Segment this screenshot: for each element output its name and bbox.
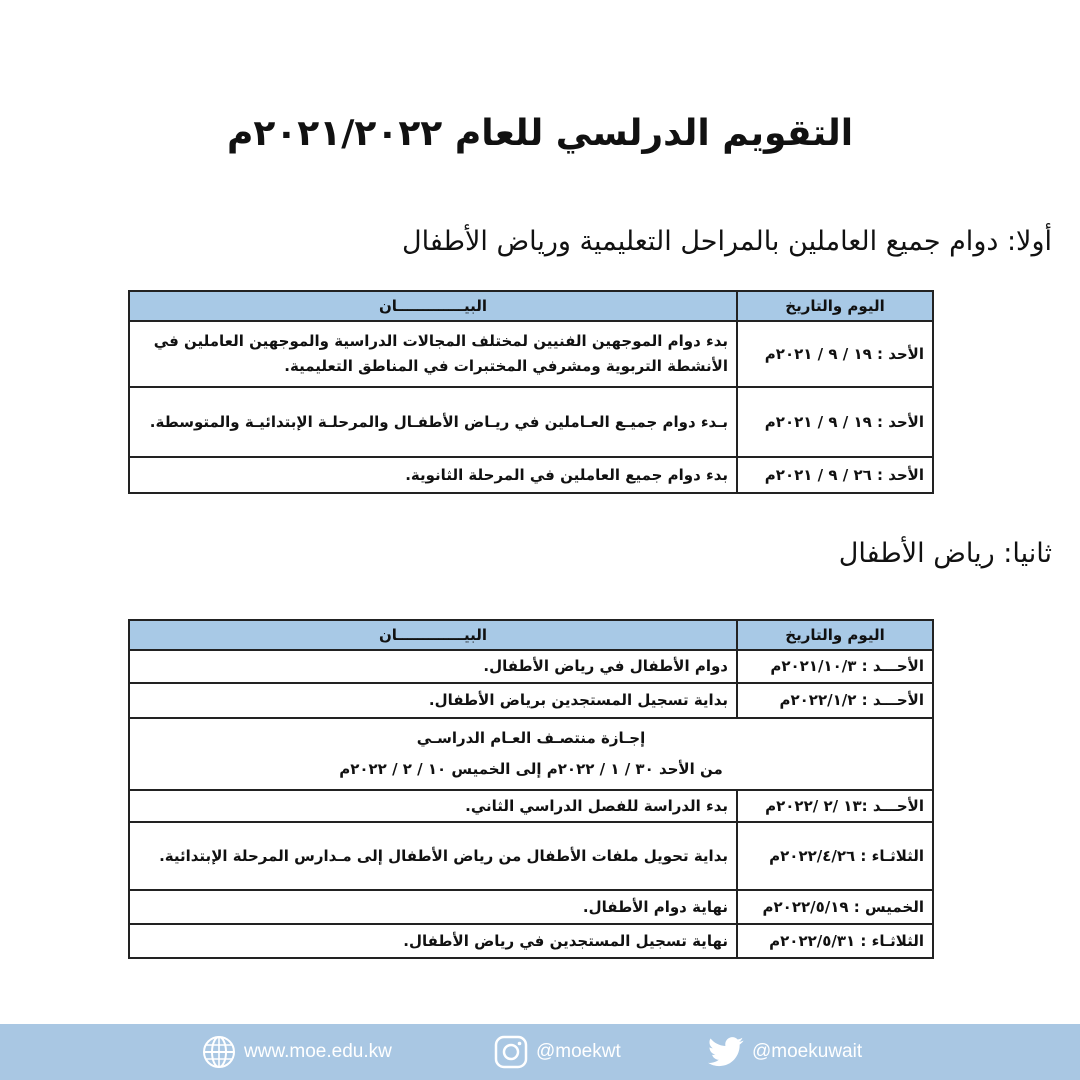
footer-bar <box>0 1024 1080 1080</box>
instagram-icon <box>494 1035 528 1069</box>
staff-schedule-table <box>128 290 934 494</box>
website-link[interactable] <box>202 1024 392 1080</box>
instagram-link[interactable] <box>494 1024 621 1080</box>
row-description: بدء الدراسة للفصل الدراسي الثاني. <box>129 790 737 822</box>
table-header-row <box>129 620 933 650</box>
row-date: الثلاثـاء : ٢٠٢٢/٥/٣١م <box>737 924 933 958</box>
row-description: نهاية دوام الأطفال. <box>129 890 737 924</box>
row-description: بـدء دوام جميـع العـاملين في ريـاض الأطفـال والمرحلـة الإبتدائيـة والمتوسطة. <box>129 387 737 457</box>
table-header-row <box>129 291 933 321</box>
row-date: الثلاثـاء : ٢٠٢٢/٤/٢٦م <box>737 822 933 890</box>
midyear-break-title: إجـازة منتصـف العـام الدراسـي <box>416 729 646 747</box>
row-date: الأحـــد : ٢٠٢١/١٠/٣م <box>737 650 933 683</box>
table-row <box>129 387 933 457</box>
table-row <box>129 790 933 822</box>
kindergarten-schedule-table <box>128 619 934 959</box>
row-description: دوام الأطفال في رياض الأطفال. <box>129 650 737 683</box>
header-date: اليوم والتاريخ <box>737 620 933 650</box>
instagram-text: @moekwt <box>536 1041 621 1062</box>
row-description: نهاية تسجيل المستجدين في رياض الأطفال. <box>129 924 737 958</box>
table-row <box>129 924 933 958</box>
midyear-break-dates: من الأحد ٣٠ / ١ / ٢٠٢٢م إلى الخميس ١٠ / ٢ / ٢٠٢٢م <box>339 760 723 778</box>
table-row <box>129 683 933 718</box>
row-date: الأحـــد : ٢٠٢٢/١/٢م <box>737 683 933 718</box>
header-date: اليوم والتاريخ <box>737 291 933 321</box>
row-date: الأحد : ١٩ / ٩ / ٢٠٢١م <box>737 321 933 387</box>
twitter-icon <box>708 1037 744 1067</box>
row-description: بداية تحويل ملفات الأطفال من رياض الأطفال إلى مـدارس المرحلة الإبتدائية. <box>129 822 737 890</box>
section-heading-kindergarten: ثانيا: رياض الأطفال <box>838 538 1052 569</box>
twitter-link[interactable] <box>708 1024 862 1080</box>
twitter-text: @moekuwait <box>752 1041 863 1062</box>
header-description: البيـــــــــــــان <box>129 291 737 321</box>
midyear-break-cell <box>129 718 933 790</box>
table-row <box>129 650 933 683</box>
row-description: بدء دوام الموجهين الفنيين لمختلف المجالات الدراسية والموجهين العاملين في الأنشطة التربوية ومشرفي المختبرات في المناطق التعليمية. <box>129 321 737 387</box>
globe-icon <box>202 1035 236 1069</box>
row-description: بدء دوام جميع العاملين في المرحلة الثانوية. <box>129 457 737 493</box>
table-row <box>129 457 933 493</box>
row-date: الأحد : ١٩ / ٩ / ٢٠٢١م <box>737 387 933 457</box>
row-date: الأحد : ٢٦ / ٩ / ٢٠٢١م <box>737 457 933 493</box>
table-row <box>129 890 933 924</box>
page-title: التقويم الدرلسي للعام ٢٠٢١/٢٠٢٢م <box>226 113 854 154</box>
row-description: بداية تسجيل المستجدين برياض الأطفال. <box>129 683 737 718</box>
table-row <box>129 822 933 890</box>
website-text: www.moe.edu.kw <box>244 1041 392 1062</box>
table-row <box>129 321 933 387</box>
row-date: الخميس : ٢٠٢٢/٥/١٩م <box>737 890 933 924</box>
row-date: الأحـــد :١٣ /٢ /٢٠٢٢م <box>737 790 933 822</box>
section-heading-staff: أولا: دوام جميع العاملين بالمراحل التعليمية ورياض الأطفال <box>402 226 1052 257</box>
header-description: البيـــــــــــــان <box>129 620 737 650</box>
midyear-break-row <box>129 718 933 790</box>
